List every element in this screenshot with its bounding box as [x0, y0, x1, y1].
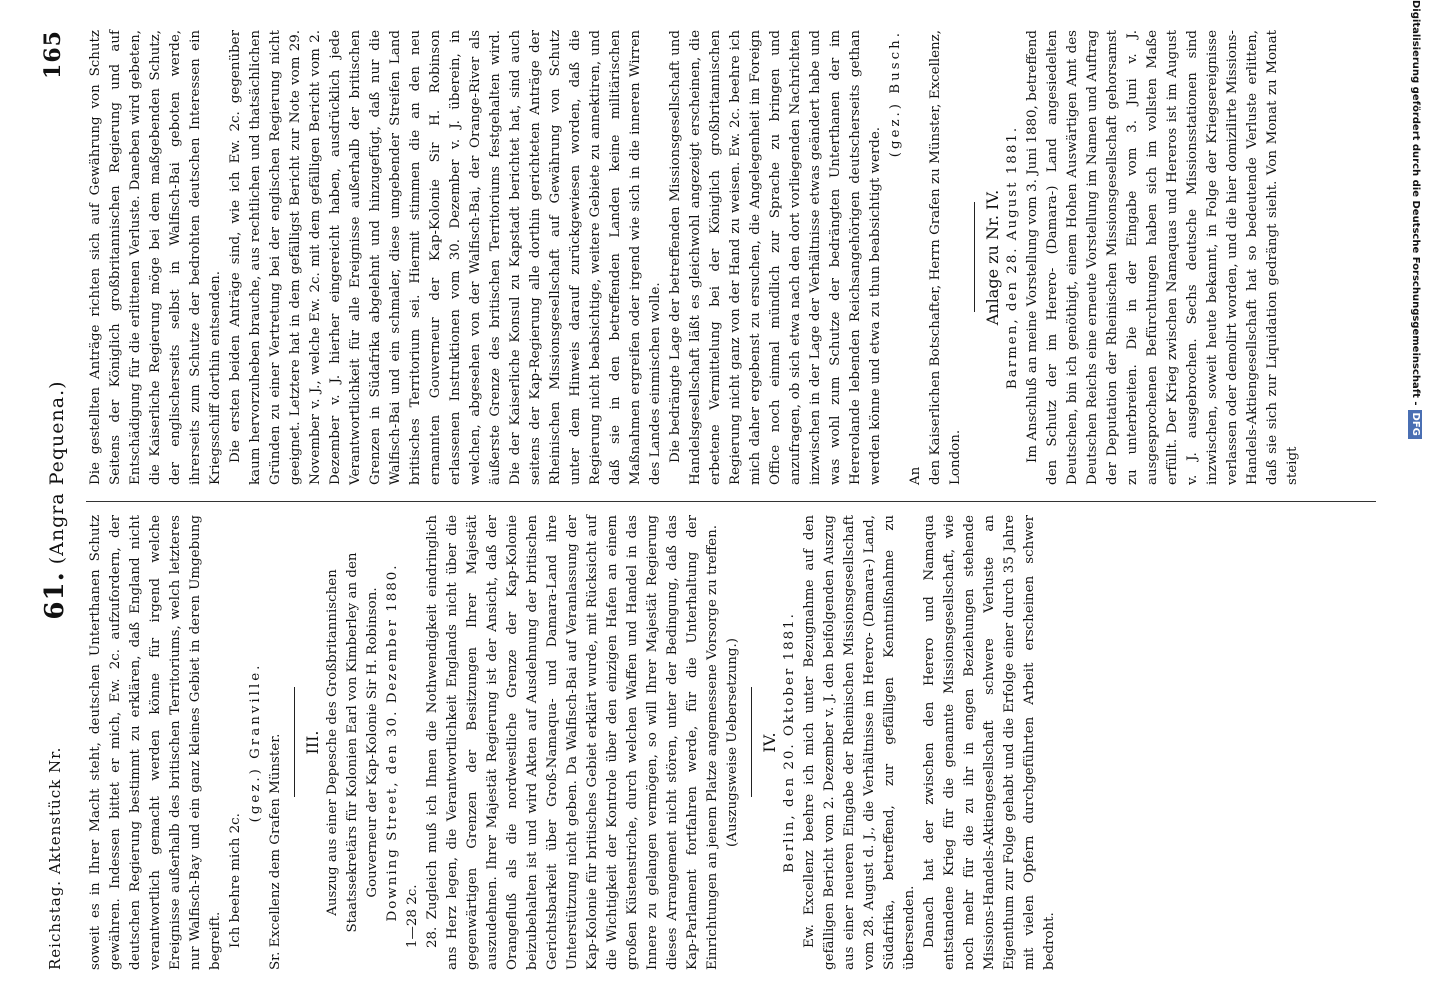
header-document-number: 61. — [40, 571, 70, 620]
credit-text-wrapper — [1400, 0, 1430, 1000]
annex-heading: Anlage zu Nr. IV. — [983, 189, 1002, 326]
header-center — [40, 30, 70, 970]
paragraph: Ich beehre mich 2c. — [228, 813, 243, 948]
excerpt-title: Auszug aus einer Depesche des Großbritannischen Staatssekretärs für Kolonien Earl von Kimberley an den Gouverneur der Kap-Kolonie Sir H. Robinson. — [325, 552, 380, 933]
addressee: Sr. Excellenz dem Grafen Münster. — [268, 733, 283, 970]
addressee-line: An — [908, 466, 923, 485]
left-column — [86, 515, 1060, 970]
digitization-credit — [1400, 0, 1430, 1000]
paragraph: Danach hat der zwischen den Herero und Namaqua entstandene Krieg für die genannte Missionsgesellschaft, wie noch mehr für die zu ihr in engen Beziehungen stehende Missions-Handels-Aktiengesellschaft schwere Verluste an Eigenthum zur Folge gehabt und die Erfolge einer durch 35 Jahre mit vielen Opfern durchgeführten Arbeit erscheinen schwer bedroht. — [922, 515, 1057, 970]
page-header — [34, 30, 74, 970]
page-number: 165 — [40, 30, 66, 79]
section-heading: III. — [303, 730, 322, 755]
paragraph: Die ersten beiden Anträge sind, wie ich Ew. 2c. gegenüber kaum hervorzuheben brauche, aus rechtlichen und thatsächlichen Gründen zu einer Vertretung bei der englischen Regierung nicht geeignet. Letztere hat in dem gefälligst Bericht zur Note vom 29. November v. J., welche Ew. 2c. mit dem gefälligen Bericht vom 2. Dezember v. J. hierher eingereicht haben, ausdrücklich jede Verantwortlichkeit für alle Ereignisse außerhalb der britischen Grenzen in Südafrika abgelehnt und hinzugefügt, daß nur die Walfisch-Bai und ein schmaler, diese umgebender Streifen Land britisches Territorium sei. Hiermit stimmen die an den neu ernannten Gouverneur der Kap-Kolonie Sir H. Robinson erlassenen Instruktionen vom 30. Dezember v. J. überein, in welchen, abgesehen von der Walfisch-Bai, der Orange-River als äußerste Grenze des britischen Territoriums festgehalten wird. Die der Kaiserliche Konsul zu Kapstadt berichtet hat, sind auch seitens der Kap-Regierung alle dorthin gerichteten Anträge der Rheinischen Missionsgesellschaft auf Gewährung von Schutz unter dem Hinweis darauf zurückgewiesen worden, daß die Regierung nicht beabsichtige, weitere Gebiete zu annektiren, und daß sie in den betreffenden Landen keine militärischen Maßnahmen ergreifen oder irgend wie sich in die inneren Wirren des Landes einmischen wolle. — [228, 30, 663, 485]
column-divider — [86, 501, 1376, 502]
paragraph: soweit es in Ihrer Macht steht, deutschen Unterthanen Schutz gewähren. Indessen bittet er mich, Ew. 2c. aufzufordern, der deutschen Regierung bestimmt zu erklären, daß England nicht verantwortlich gemacht werden könne für irgend welche Ereignisse außerhalb des britischen Territoriums, welch letzteres nur Walfisch-Bay und ein ganz kleines Gebiet in deren Umgebung begreift. — [88, 515, 223, 970]
paragraph: Ew. Excellenz beehre ich mich unter Bezugnahme auf den gefälligen Bericht vom 2. Dezember v. J. den beifolgenden Auszug aus einer neueren Eingabe der Rheinischen Missionsgesellschaft vom 28. August d. J., die Verhältnisse im Herero- (Damara-) Land, Südafrika, betreffend, zur gefälligen Kenntnißnahme zu übersenden. — [802, 515, 917, 970]
paragraph: 28. Zugleich muß ich Ihnen die Nothwendigkeit eindringlich ans Herz legen, die Verantwortlichkeit Englands nicht über die gegenwärtigen Grenzen der Besitzungen Ihrer Majestät auszudehnen. Ihrer Majestät Regierung ist der Ansicht, daß der Orangefluß als die nordwestliche Grenze der Kap-Kolonie beizubehalten ist und wird Akten auf Ausdehnung der britischen Gerichtsbarkeit über Groß-Namaqua- und Damara-Land ihre Unterstützung nicht geben. Da Walfisch-Bai auf Veranlassung der Kap-Kolonie für britisches Gebiet erklärt wurde, mit Rücksicht auf die Wichtigkeit der Kontrole über den einzigen Hafen an einem großen Küstenstriche, durch welchen Waffen und Handel in das Innere zu gelangen vermögen, so will Ihrer Majestät Regierung dieses Arrangement nicht stören, unter der Bedingung, daß das Kap-Parlament fortfahren werde, für die Unterhaltung der Einrichtungen an jenem Platze angemessene Vorsorge zu treffen. — [425, 515, 720, 970]
divider — [294, 688, 295, 798]
dfg-badge: DFG — [1408, 410, 1422, 439]
credit-text: Digitalisierung gefördert durch die Deutsche Forschungsgemeinschaft - — [1410, 0, 1421, 406]
rotated-page — [26, 10, 1386, 990]
dateline: Downing Street, den 30. Dezember 1880. — [385, 563, 400, 922]
header-publication: Reichstag. Aktenstück Nr. — [46, 746, 64, 970]
dateline: Berlin, den 20. Oktober 1881. — [782, 612, 797, 873]
section-heading: IV. — [760, 732, 779, 753]
divider — [751, 688, 752, 798]
paragraph: 1—28 2c. — [405, 884, 420, 948]
translation-note: (Auszugsweise Uebersetzung.) — [725, 638, 740, 847]
signature: (gez.) Busch. — [888, 30, 903, 158]
paragraph: Im Anschluß an meine Vorstellung vom 3. Juni 1880, betreffend den Schutz der im Herero- (Damara-) Land angesiedelten Deutschen, bin ich genöthigt, einem Hohen Auswärtigen Amt des Deutschen Reichs eine erneute Vorstellung im Namen und Auftrag der Deputation der Rheinischen Missionsgesellschaft gehorsamst zu unterbreiten. Die in der Eingabe vom 3. Juni v. J. ausgesprochenen Befürchtungen haben sich im vollsten Maße erfüllt. Der Krieg zwischen Namaquas und Hereros ist im August v. J. ausgebrochen. Sechs deutsche Missionsstationen sind inzwischen, soweit heute bekannt, in Folge der Kriegsereignisse verlassen oder demolirt worden, und die hier domizilirte Missions-Handels-Aktiengesellschaft hat so bedeutende Verluste erlitten, daß sie sich zur Liquidation gedrängt sieht. Von Monat zu Monat steigt — [1025, 30, 1300, 485]
paragraph: Die bedrängte Lage der betreffenden Missionsgesellschaft und Handelsgesellschaft läßt es gleichwohl angezeigt erscheinen, die erbetene Vermittelung bei der Königlich großbritannischen Regierung nicht ganz von der Hand zu weisen. Ew. 2c. beehre ich mich daher ergebenst zu ersuchen, die Angelegenheit im Foreign Office noch einmal mündlich zur Sprache zu bringen und anzufragen, ob sich etwa nach den dort vorliegenden Nachrichten inzwischen in der Lage der Verhältnisse etwas geändert habe und was wohl zum Schutze der bedrängten Unterthanen der im Hererolande lebenden Reichsangehörigen deutscherseits gethan werden könne und etwa zu thun beabsichtigt werde. — [668, 30, 883, 485]
divider — [974, 203, 975, 313]
signature: (gez.) Granville. — [248, 662, 263, 823]
paragraph: Die gestellten Anträge richten sich auf Gewährung von Schutz Seitens der Königlich großbritannischen Regierung und auf Entschädigung für die erlittenen Verluste. Daneben wird gebeten, die Kaiserliche Regierung möge bei dem maßgebenden Schutz, der englischerseits selbst in Walfisch-Bai geboten werde, ihrerseits zum Schutze der bedrohten deutschen Interessen ein Kriegsschiff dorthin entsenden. — [88, 30, 223, 485]
dateline: Barmen, den 28. August 1881. — [1005, 125, 1020, 390]
right-column — [86, 30, 1303, 485]
addressee: den Kaiserlichen Botschafter, Herrn Grafen zu Münster, Excellenz, London. — [928, 30, 963, 485]
header-subject: (Angra Pequena.) — [46, 380, 68, 565]
